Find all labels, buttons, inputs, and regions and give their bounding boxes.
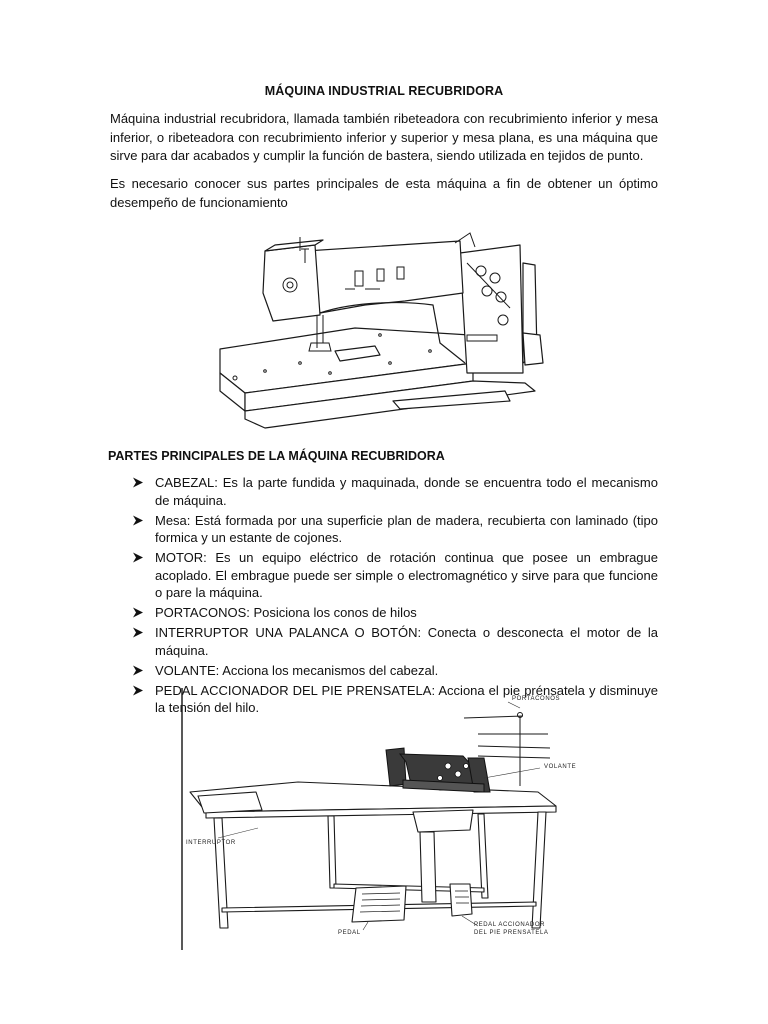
- recubridora-machine-illustration: [205, 223, 550, 441]
- arrowhead-bullet-icon: [132, 477, 144, 488]
- list-item: [130, 604, 658, 622]
- part-cabezal: CABEZAL: Es la parte fundida y maquinada, donde se encuentra todo el mecanismo de máquina.: [155, 475, 658, 508]
- part-interruptor: INTERRUPTOR UNA PALANCA O BOTÓN: Conecta o desconecta el motor de la máquina.: [155, 625, 658, 658]
- part-mesa: Mesa: Está formada por una superficie plan de madera, recubierta con laminado (tipo formica y un estante de cojones.: [155, 512, 658, 545]
- list-item: [130, 624, 658, 659]
- part-volante: VOLANTE: Acciona los mecanismos del cabezal.: [155, 662, 439, 678]
- list-item: [130, 662, 658, 680]
- label-pedal: PEDAL: [338, 930, 361, 936]
- machine-stand-diagram: [178, 688, 576, 950]
- parts-heading: PARTES PRINCIPALES DE LA MÁQUINA RECUBRIDORA: [108, 449, 445, 463]
- document-title: MÁQUINA INDUSTRIAL RECUBRIDORA: [264, 84, 504, 98]
- label-volante: VOLANTE: [544, 764, 576, 770]
- list-item: [130, 512, 658, 547]
- intro-paragraph: Máquina industrial recubridora, llamada también ribeteadora con recubrimiento inferior y mesa inferior, o ribeteadora con recubrimiento inferior y superior y mesa plana, es una máquina que sirve para dar acabados y cumplir la función de bastera, siendo utilizada en tejidos de punto.: [110, 111, 658, 163]
- part-pedal: PEDAL ACCIONADOR DEL PIE PRENSATELA: Acciona el pie prénsatela y disminuye la tensión del hilo.: [155, 682, 658, 715]
- part-motor: MOTOR: Es un equipo eléctrico de rotación continua que posee un embrague acoplado. El embrague puede ser simple o electromagnético y sirve para que funcione o pare la máquina.: [155, 550, 658, 600]
- arrowhead-bullet-icon: [132, 552, 144, 563]
- arrowhead-bullet-icon: [132, 515, 144, 526]
- label-pedal-accionador-line1: PEDAL ACCIONADOR: [474, 922, 546, 928]
- arrowhead-bullet-icon: [132, 607, 144, 618]
- arrowhead-bullet-icon: [132, 627, 144, 638]
- note-paragraph: Es necesario conocer sus partes principales de esta máquina a fin de obtener un óptimo desempeño de funcionamiento: [110, 176, 658, 210]
- list-item: [130, 474, 658, 509]
- arrowhead-bullet-icon: [132, 685, 144, 696]
- part-portaconos: PORTACONOS: Posiciona los conos de hilos: [155, 605, 417, 620]
- list-item: [130, 549, 658, 602]
- label-pedal-accionador-line2: DEL PIE PRENSATELA: [474, 930, 549, 936]
- arrowhead-bullet-icon: [132, 665, 144, 676]
- parts-list: [130, 474, 658, 719]
- label-interruptor: INTERRUPTOR: [186, 840, 236, 846]
- label-portaconos: PORTACONOS: [512, 696, 561, 702]
